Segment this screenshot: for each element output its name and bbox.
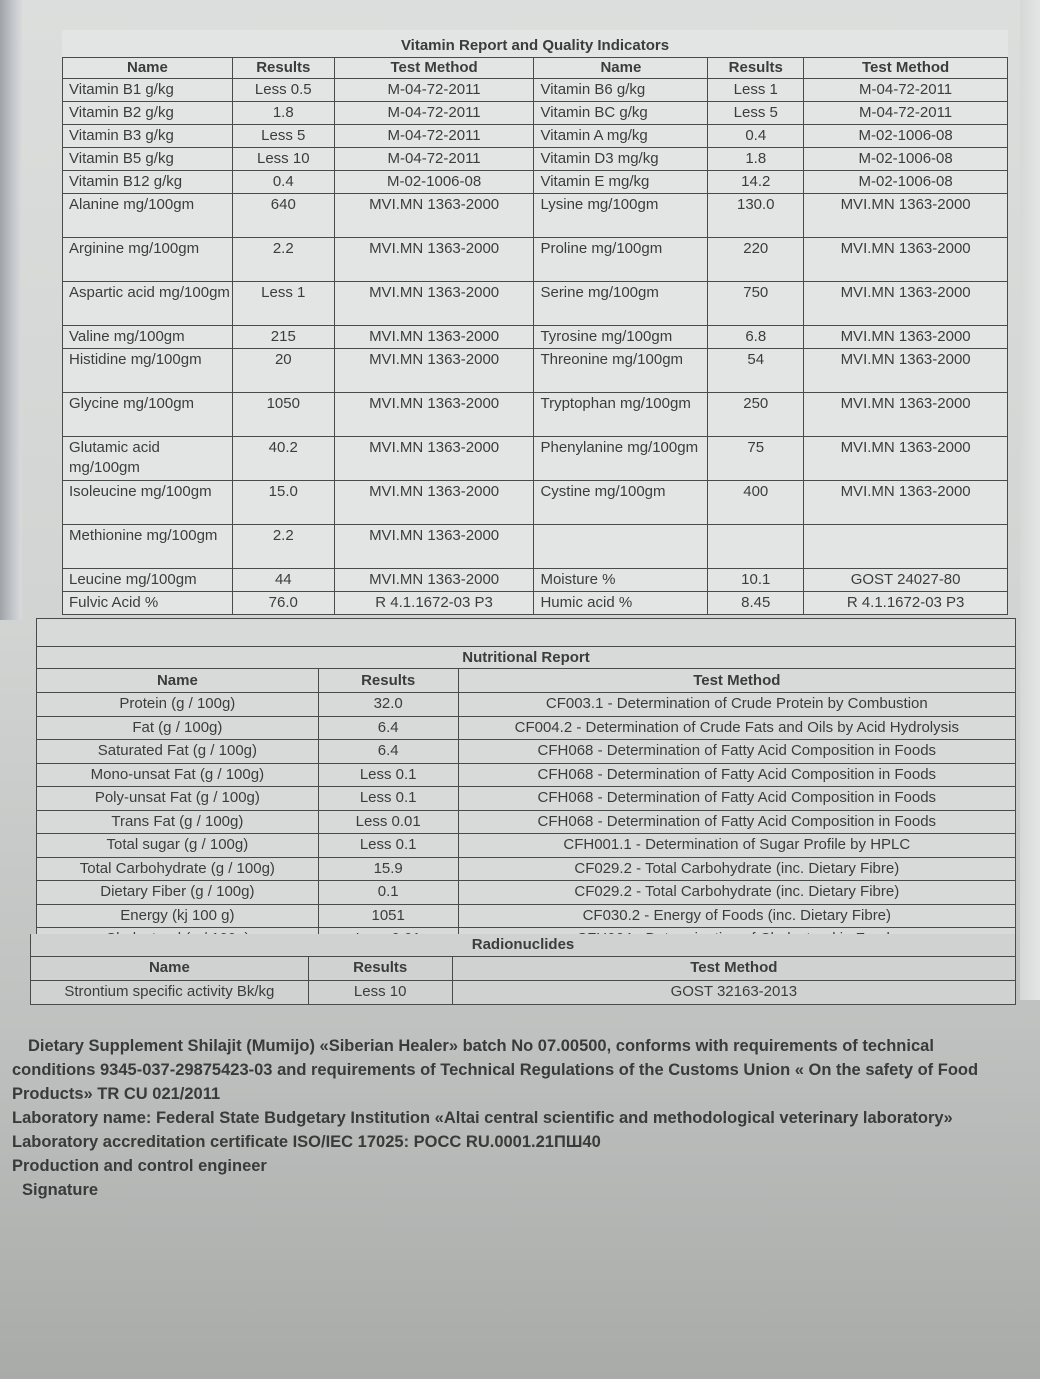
left-result: 15.0	[232, 481, 334, 525]
right-method	[804, 525, 1008, 569]
left-method: MVI.MN 1363-2000	[334, 393, 534, 437]
right-name: Tryptophan mg/100gm	[534, 393, 708, 437]
left-result: 2.2	[232, 238, 334, 282]
nutritional-report-header-row	[37, 669, 1016, 693]
row-result: 0.1	[318, 881, 458, 905]
table-row	[63, 349, 1008, 393]
col-header-test-method: Test Method	[452, 956, 1015, 980]
row-name: Poly-unsat Fat (g / 100g)	[37, 787, 319, 811]
right-result: 1.8	[708, 148, 804, 171]
statement-line-3: Products» TR CU 021/2011	[12, 1085, 221, 1103]
left-name: Vitamin B12 g/kg	[63, 171, 233, 194]
left-method: MVI.MN 1363-2000	[334, 194, 534, 238]
left-result: 640	[232, 194, 334, 238]
vitamin-report-body	[63, 79, 1008, 615]
table-row	[37, 834, 1016, 858]
left-name: Fulvic Acid %	[63, 592, 233, 615]
row-method: GOST 32163-2013	[452, 980, 1015, 1004]
table-row	[37, 857, 1016, 881]
row-name: Strontium specific activity Bk/kg	[31, 980, 309, 1004]
row-name: Total Carbohydrate (g / 100g)	[37, 857, 319, 881]
table-row	[63, 125, 1008, 148]
nutritional-report-table	[36, 618, 1016, 952]
right-name: Moisture %	[534, 569, 708, 592]
left-name: Glycine mg/100gm	[63, 393, 233, 437]
col-header-results: Results	[708, 58, 804, 79]
row-method: CF030.2 - Energy of Foods (inc. Dietary Fibre)	[458, 904, 1015, 928]
row-name: Fat (g / 100g)	[37, 716, 319, 740]
vitamin-report-table	[62, 30, 1008, 615]
right-name	[534, 525, 708, 569]
left-result: Less 5	[232, 125, 334, 148]
left-method: MVI.MN 1363-2000	[334, 437, 534, 481]
vitamin-report-title: Vitamin Report and Quality Indicators	[63, 30, 1008, 58]
right-name: Vitamin BC g/kg	[534, 102, 708, 125]
table-row	[37, 693, 1016, 717]
col-header-name: Name	[31, 956, 309, 980]
row-method: CFH068 - Determination of Fatty Acid Composition in Foods	[458, 763, 1015, 787]
row-method: CF029.2 - Total Carbohydrate (inc. Dietary Fibre)	[458, 857, 1015, 881]
left-name: Leucine mg/100gm	[63, 569, 233, 592]
right-name: Humic acid %	[534, 592, 708, 615]
right-method: M-04-72-2011	[804, 102, 1008, 125]
right-method: M-04-72-2011	[804, 79, 1008, 102]
table-row	[63, 171, 1008, 194]
col-header-results: Results	[308, 956, 452, 980]
row-result: 1051	[318, 904, 458, 928]
table-row	[37, 904, 1016, 928]
row-method: CFH068 - Determination of Fatty Acid Composition in Foods	[458, 810, 1015, 834]
left-result: 44	[232, 569, 334, 592]
table-row	[63, 238, 1008, 282]
right-result	[708, 525, 804, 569]
row-name: Protein (g / 100g)	[37, 693, 319, 717]
right-name: Vitamin A mg/kg	[534, 125, 708, 148]
left-result: 76.0	[232, 592, 334, 615]
right-result: 10.1	[708, 569, 804, 592]
row-result: Less 10	[308, 980, 452, 1004]
col-header-test-method: Test Method	[334, 58, 534, 79]
table-row	[31, 980, 1016, 1004]
right-name: Tyrosine mg/100gm	[534, 326, 708, 349]
right-method: M-02-1006-08	[804, 125, 1008, 148]
radionuclides-header-row	[31, 956, 1016, 980]
row-name: Saturated Fat (g / 100g)	[37, 740, 319, 764]
left-result: Less 10	[232, 148, 334, 171]
right-result: 14.2	[708, 171, 804, 194]
right-name: Proline mg/100gm	[534, 238, 708, 282]
right-name: Vitamin D3 mg/kg	[534, 148, 708, 171]
left-result: 1050	[232, 393, 334, 437]
table-row	[63, 393, 1008, 437]
right-name: Cystine mg/100gm	[534, 481, 708, 525]
right-method: MVI.MN 1363-2000	[804, 349, 1008, 393]
left-name: Isoleucine mg/100gm	[63, 481, 233, 525]
row-result: Less 0.1	[318, 763, 458, 787]
left-result: 20	[232, 349, 334, 393]
left-result: Less 1	[232, 282, 334, 326]
row-method: CF004.2 - Determination of Crude Fats and Oils by Acid Hydrolysis	[458, 716, 1015, 740]
nutritional-report-title: Nutritional Report	[37, 647, 1016, 669]
table-row	[37, 787, 1016, 811]
left-method: M-04-72-2011	[334, 79, 534, 102]
left-name: Vitamin B3 g/kg	[63, 125, 233, 148]
col-header-test-method: Test Method	[458, 669, 1015, 693]
left-name: Vitamin B2 g/kg	[63, 102, 233, 125]
row-method: CFH068 - Determination of Fatty Acid Composition in Foods	[458, 740, 1015, 764]
right-method: MVI.MN 1363-2000	[804, 393, 1008, 437]
col-header-name: Name	[63, 58, 233, 79]
row-result: 32.0	[318, 693, 458, 717]
right-result: Less 1	[708, 79, 804, 102]
right-result: 54	[708, 349, 804, 393]
right-method: M-02-1006-08	[804, 148, 1008, 171]
right-name: Lysine mg/100gm	[534, 194, 708, 238]
accreditation-certificate: Laboratory accreditation certificate ISO/IEC 17025: POCC RU.0001.21ПШ40	[12, 1133, 601, 1151]
col-header-results: Results	[232, 58, 334, 79]
right-result: 250	[708, 393, 804, 437]
left-result: 0.4	[232, 171, 334, 194]
left-method: MVI.MN 1363-2000	[334, 569, 534, 592]
row-name: Energy (kj 100 g)	[37, 904, 319, 928]
row-result: 15.9	[318, 857, 458, 881]
right-method: MVI.MN 1363-2000	[804, 238, 1008, 282]
right-method: MVI.MN 1363-2000	[804, 437, 1008, 481]
table-row	[63, 282, 1008, 326]
radionuclides-title-row	[31, 934, 1016, 956]
col-header-results: Results	[318, 669, 458, 693]
right-result: 130.0	[708, 194, 804, 238]
left-result: 40.2	[232, 437, 334, 481]
left-method: R 4.1.1672-03 P3	[334, 592, 534, 615]
col-header-name: Name	[534, 58, 708, 79]
left-name: Alanine mg/100gm	[63, 194, 233, 238]
left-name: Glutamic acid mg/100gm	[63, 437, 233, 481]
table-row	[63, 437, 1008, 481]
right-name: Vitamin B6 g/kg	[534, 79, 708, 102]
left-method: MVI.MN 1363-2000	[334, 481, 534, 525]
spacer-row	[37, 619, 1016, 647]
left-name: Methionine mg/100gm	[63, 525, 233, 569]
row-method: CF003.1 - Determination of Crude Protein by Combustion	[458, 693, 1015, 717]
right-result: Less 5	[708, 102, 804, 125]
table-row	[37, 810, 1016, 834]
right-result: 6.8	[708, 326, 804, 349]
right-method: GOST 24027-80	[804, 569, 1008, 592]
laboratory-name: Laboratory name: Federal State Budgetary Institution «Altai central scientific and methodological veterinary laboratory»	[12, 1109, 953, 1127]
table-row	[63, 326, 1008, 349]
nutritional-report-title-row	[37, 647, 1016, 669]
statement-line-1: Dietary Supplement Shilajit (Mumijo) «Siberian Healer» batch No 07.00500, conforms with requirements of technical	[28, 1037, 934, 1055]
page-right-edge	[1020, 0, 1040, 1000]
signature-label: Signature	[22, 1181, 99, 1199]
left-result: 215	[232, 326, 334, 349]
table-row	[37, 763, 1016, 787]
left-method: MVI.MN 1363-2000	[334, 349, 534, 393]
left-method: M-04-72-2011	[334, 125, 534, 148]
row-name: Dietary Fiber (g / 100g)	[37, 881, 319, 905]
table-row	[63, 525, 1008, 569]
right-result: 75	[708, 437, 804, 481]
table-row	[37, 716, 1016, 740]
left-method: MVI.MN 1363-2000	[334, 525, 534, 569]
right-name: Serine mg/100gm	[534, 282, 708, 326]
table-row	[63, 148, 1008, 171]
table-row	[63, 481, 1008, 525]
left-name: Aspartic acid mg/100gm	[63, 282, 233, 326]
right-method: M-02-1006-08	[804, 171, 1008, 194]
right-result: 220	[708, 238, 804, 282]
statement-line-2: conditions 9345-037-29875423-03 and requirements of Technical Regulations of the Customs Union « On the safety of Food	[12, 1061, 979, 1079]
radionuclides-table	[30, 934, 1016, 1005]
row-result: 6.4	[318, 740, 458, 764]
col-header-name: Name	[37, 669, 319, 693]
row-result: Less 0.01	[318, 810, 458, 834]
left-result: 1.8	[232, 102, 334, 125]
right-name: Vitamin E mg/kg	[534, 171, 708, 194]
table-row	[63, 194, 1008, 238]
left-result: 2.2	[232, 525, 334, 569]
left-method: M-04-72-2011	[334, 148, 534, 171]
row-method: CF029.2 - Total Carbohydrate (inc. Dietary Fibre)	[458, 881, 1015, 905]
right-result: 400	[708, 481, 804, 525]
table-row	[63, 592, 1008, 615]
spacer-cell	[37, 619, 1016, 647]
right-method: R 4.1.1672-03 P3	[804, 592, 1008, 615]
left-method: MVI.MN 1363-2000	[334, 326, 534, 349]
left-name: Vitamin B5 g/kg	[63, 148, 233, 171]
row-method: CFH068 - Determination of Fatty Acid Composition in Foods	[458, 787, 1015, 811]
left-method: M-02-1006-08	[334, 171, 534, 194]
right-name: Threonine mg/100gm	[534, 349, 708, 393]
left-method: MVI.MN 1363-2000	[334, 238, 534, 282]
conformity-statement	[12, 1034, 1012, 1202]
left-name: Vitamin B1 g/kg	[63, 79, 233, 102]
left-name: Arginine mg/100gm	[63, 238, 233, 282]
table-row	[63, 569, 1008, 592]
right-result: 8.45	[708, 592, 804, 615]
row-result: Less 0.1	[318, 787, 458, 811]
table-row	[63, 79, 1008, 102]
left-name: Histidine mg/100gm	[63, 349, 233, 393]
left-name: Valine mg/100gm	[63, 326, 233, 349]
row-name: Mono-unsat Fat (g / 100g)	[37, 763, 319, 787]
right-method: MVI.MN 1363-2000	[804, 194, 1008, 238]
row-method: CFH001.1 - Determination of Sugar Profile by HPLC	[458, 834, 1015, 858]
left-method: MVI.MN 1363-2000	[334, 282, 534, 326]
row-result: 6.4	[318, 716, 458, 740]
right-method: MVI.MN 1363-2000	[804, 481, 1008, 525]
engineer-title: Production and control engineer	[12, 1157, 267, 1175]
vitamin-report-title-row	[63, 30, 1008, 58]
row-name: Trans Fat (g / 100g)	[37, 810, 319, 834]
right-result: 750	[708, 282, 804, 326]
radionuclides-title: Radionuclides	[31, 934, 1016, 956]
nutritional-report-body	[37, 693, 1016, 952]
left-method: M-04-72-2011	[334, 102, 534, 125]
right-method: MVI.MN 1363-2000	[804, 326, 1008, 349]
table-row	[37, 881, 1016, 905]
table-row	[63, 102, 1008, 125]
row-result: Less 0.1	[318, 834, 458, 858]
row-name: Total sugar (g / 100g)	[37, 834, 319, 858]
col-header-test-method: Test Method	[804, 58, 1008, 79]
page-left-edge-shadow	[0, 0, 22, 620]
right-method: MVI.MN 1363-2000	[804, 282, 1008, 326]
right-name: Phenylanine mg/100gm	[534, 437, 708, 481]
left-result: Less 0.5	[232, 79, 334, 102]
table-row	[37, 740, 1016, 764]
vitamin-report-header-row	[63, 58, 1008, 79]
right-result: 0.4	[708, 125, 804, 148]
